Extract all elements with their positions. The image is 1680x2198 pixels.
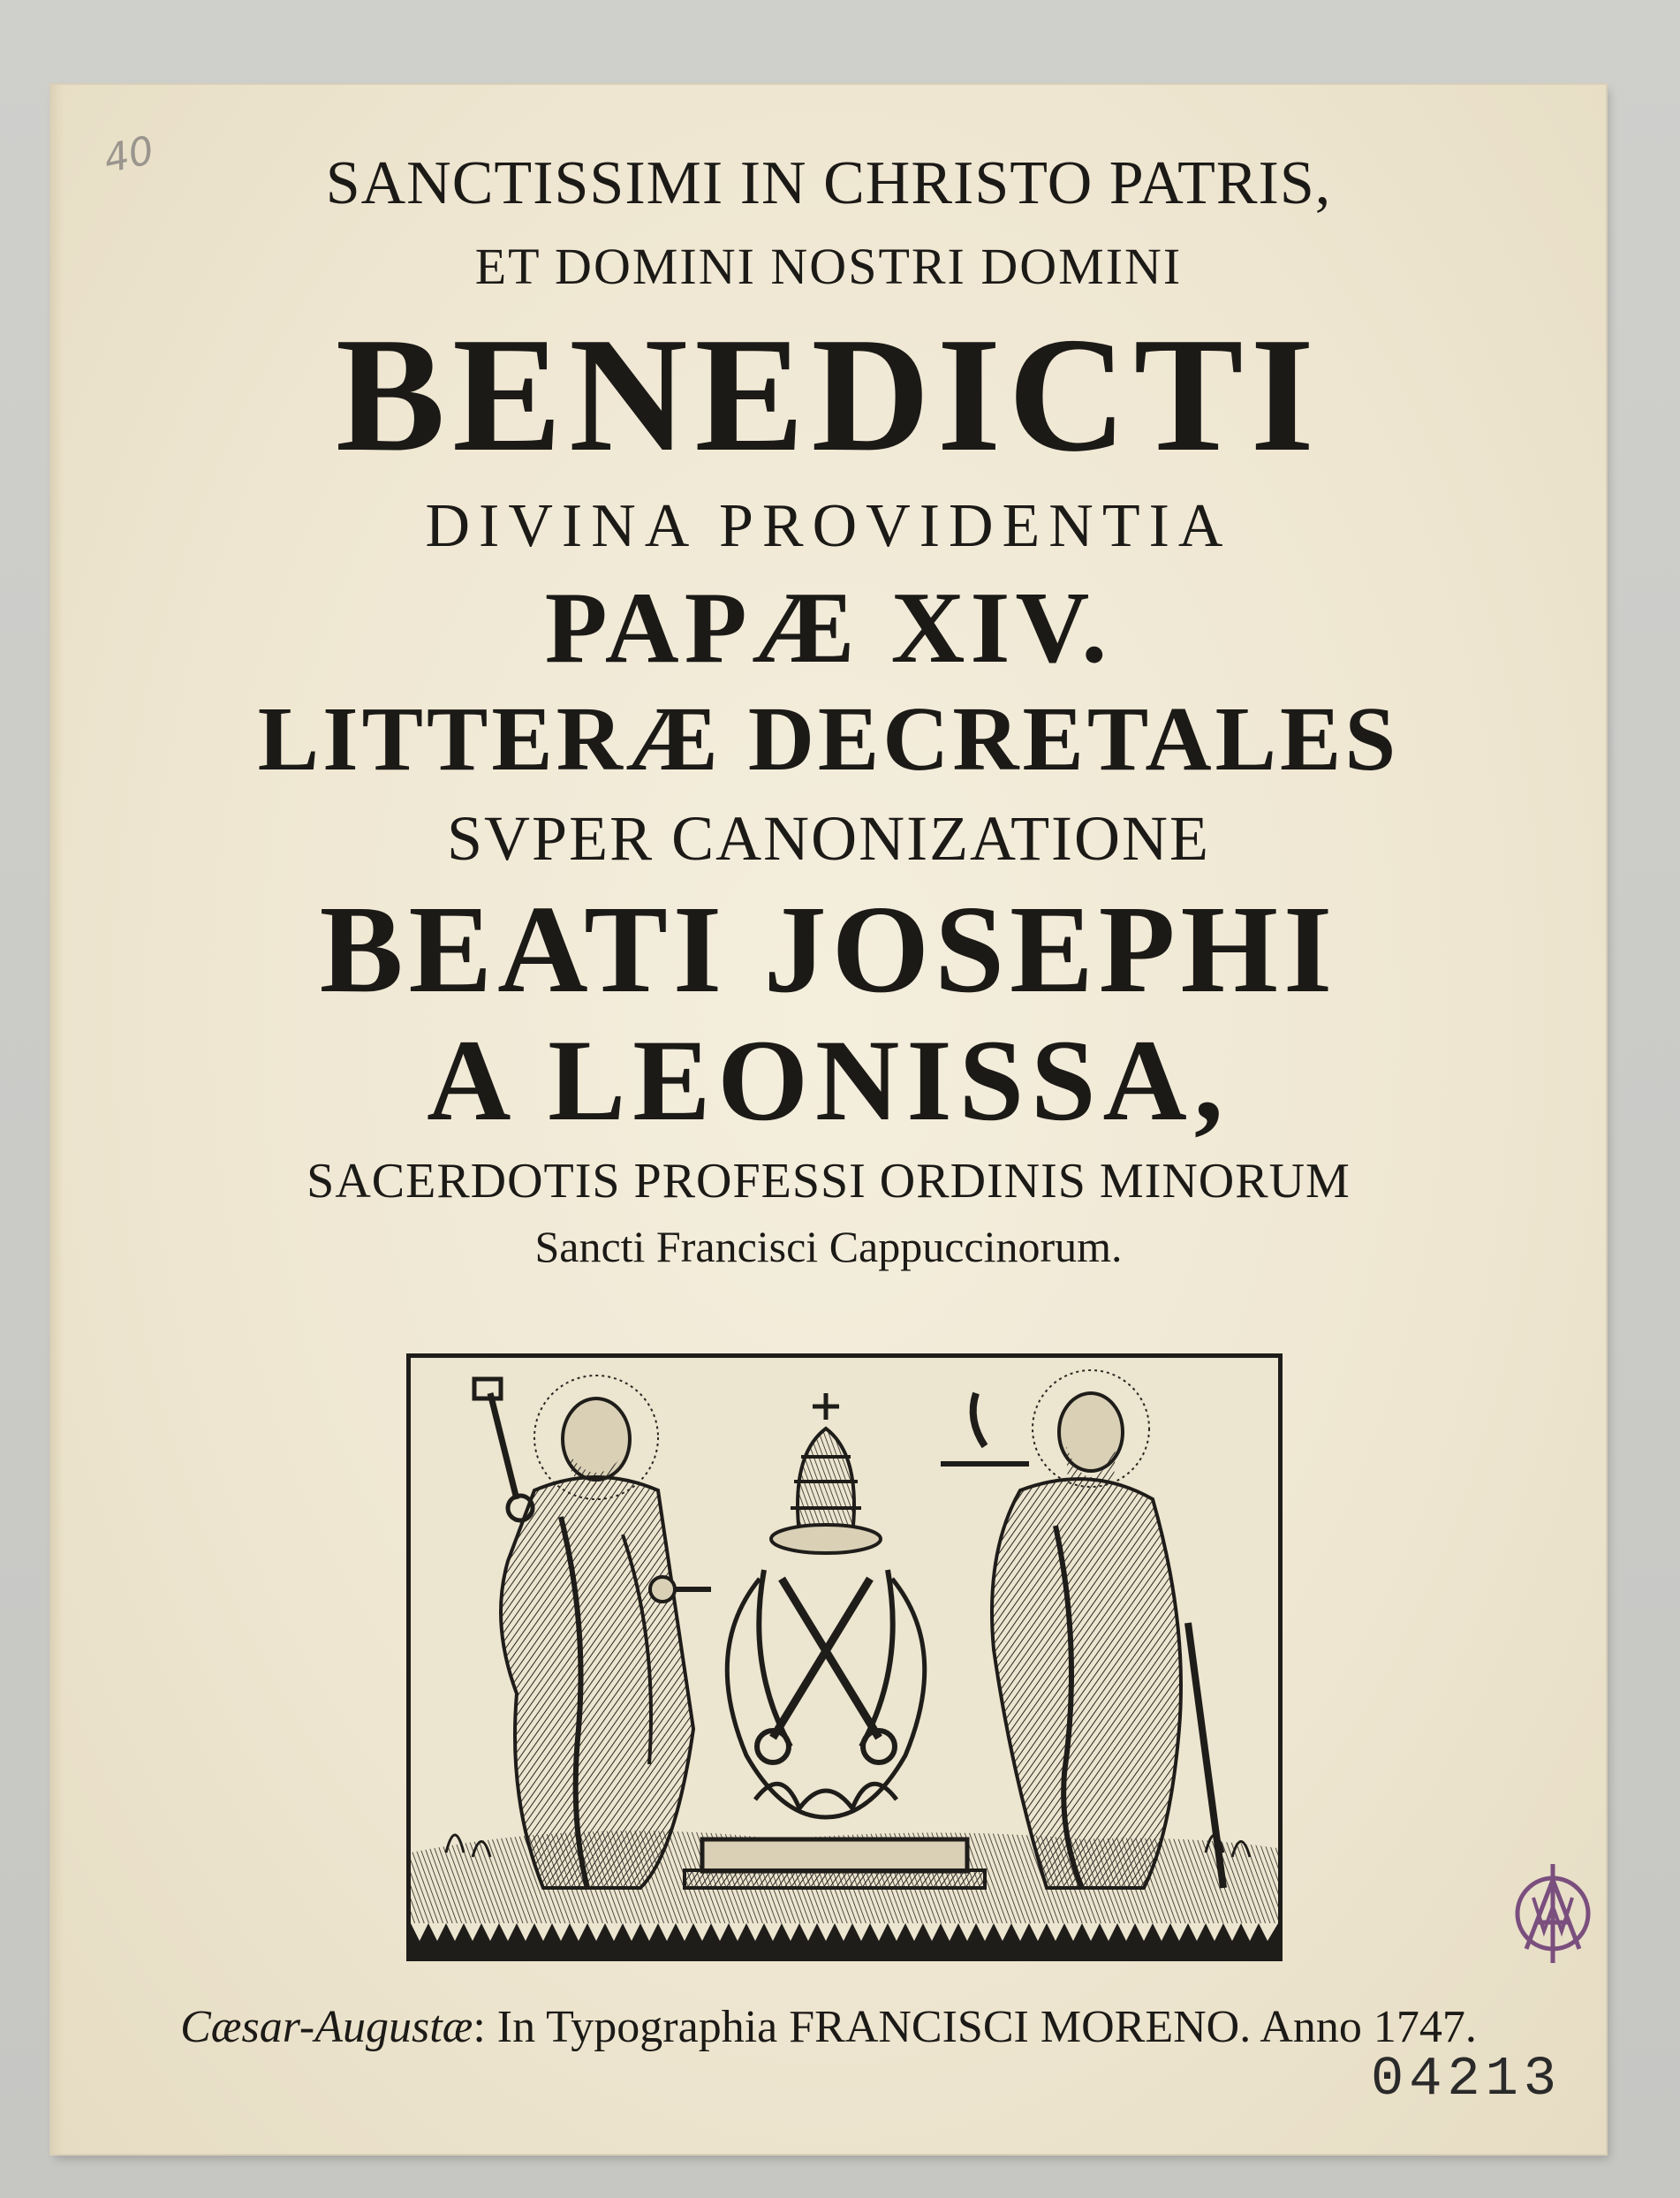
library-stamp-graphic (1491, 1852, 1615, 1975)
pencil-note: 40 (100, 127, 158, 183)
shelfmark-number: 04213 (1370, 2048, 1563, 2111)
title-line-litterae: LITTERÆ DECRETALES (257, 688, 1400, 790)
imprint-text: : In Typographia FRANCISCI MORENO. Anno 1747. (473, 2002, 1477, 2052)
papal-arms-woodcut (406, 1353, 1283, 1961)
title-line-papae: PAPÆ XIV. (544, 572, 1113, 685)
title-line-1: SANCTISSIMI IN CHRISTO PATRIS, (325, 149, 1332, 217)
title-block (51, 141, 1606, 1277)
title-line-leonissa: A LEONISSA, (427, 1015, 1230, 1145)
title-line-11: Sancti Francisci Cappuccinorum. (534, 1222, 1123, 1271)
title-line-beati: BEATI JOSEPHI (319, 879, 1338, 1019)
imprint-city: Cæsar-Augustæ (180, 2002, 473, 2052)
title-line-7: SVPER CANONIZATIONE (447, 803, 1210, 874)
woodcut-illustration (411, 1358, 1278, 1957)
title-line-2: ET DOMINI NOSTRI DOMINI (474, 238, 1183, 295)
title-line-benedicti: BENEDICTI (336, 304, 1321, 486)
library-stamp-icon (1491, 1852, 1615, 1975)
title-line-4: DIVINA PROVIDENTIA (425, 492, 1232, 560)
title-line-10: SACERDOTIS PROFESSI ORDINIS MINORUM (306, 1154, 1351, 1209)
